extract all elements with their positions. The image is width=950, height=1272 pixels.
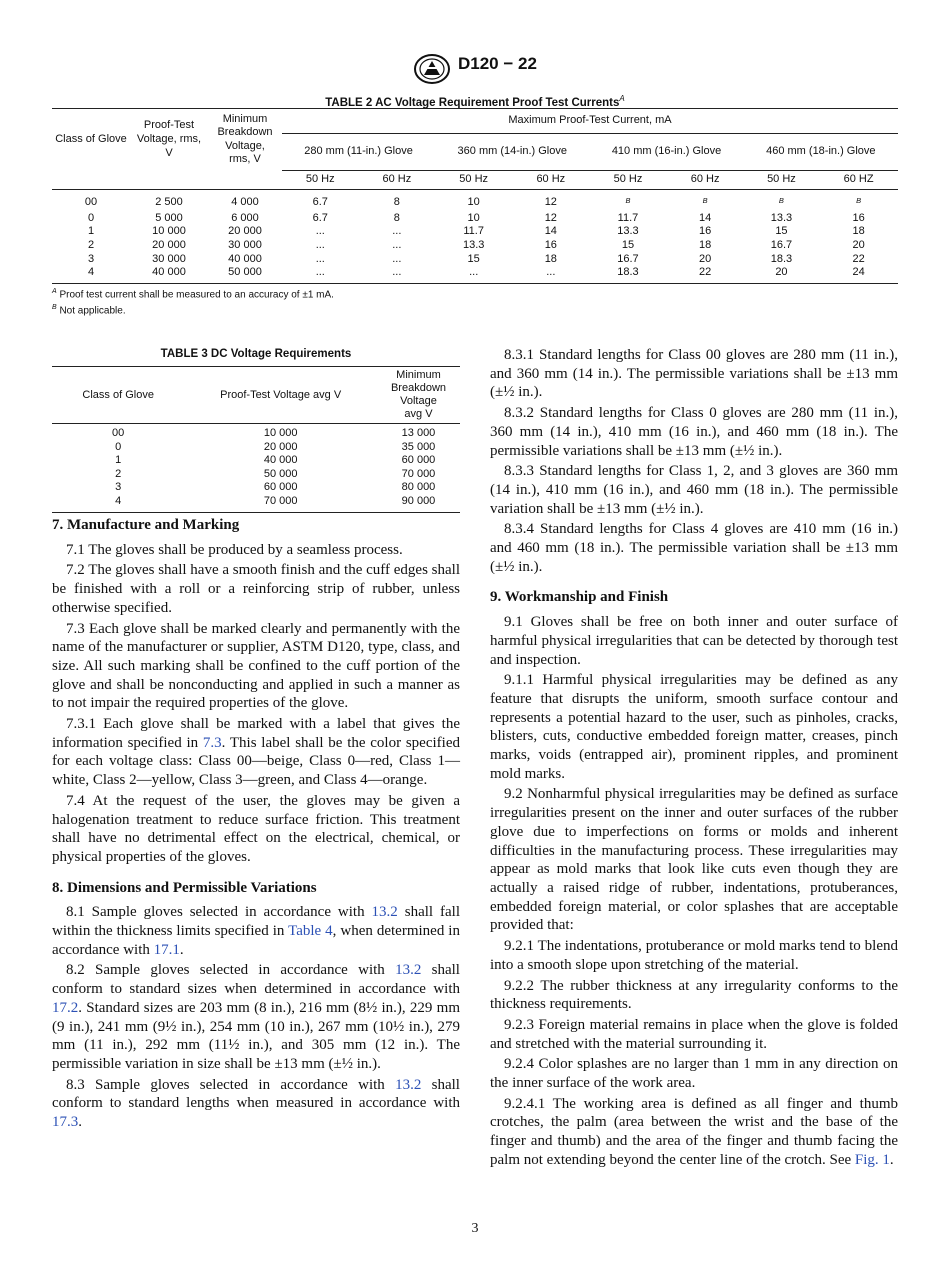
table-row [52,468,460,482]
para-8-3-3: 8.3.3 Standard lengths for Class 1, 2, and 3 gloves are 360 mm (14 in.), 410 mm (16 in.), and 460 mm (18 in.). The permissible variation shall be ±13 mm (±½ in.). [490,463,898,517]
table-cell: ... [435,266,512,283]
table-cell: 50 000 [263,467,298,480]
t2-freq: 50 Hz [282,171,359,190]
table-row [52,189,898,212]
table-cell: 90 000 [377,495,460,512]
table-cell: 20 [852,238,865,251]
table-cell: 13.3 [617,225,639,238]
table-cell: ... [282,266,359,283]
table2 [52,108,898,284]
t2-size-360: 360 mm (14-in.) Glove [435,134,589,171]
t2-freq: 50 Hz [589,171,666,190]
para-8-2: 8.2 Sample gloves selected in accordance with 13.2 shall conform to standard sizes when determined in accordance with 17.2. Standard sizes are 203 mm (8 in.), 216 mm (8½ in.), 229 mm (9 in.), 241 mm (9½ in.), 254 mm (10 in.), 267 mm (10½ in.), 279 mm (11 in.), 292 mm (11½ in.), and 305 mm (12 in.). The permissible variation in size shall be ±13 mm (±½ in.). [52,962,460,1072]
table-cell: 11.7 [617,211,639,224]
link-table-4[interactable]: Table 4 [288,923,333,940]
para-7-4: 7.4 At the request of the user, the gloves may be given a halogenation treatment to reduce surface friction. This treatment shall have no detrimental effect on the electrical, chemical, or physical properties of the gloves. [52,792,460,865]
t2-size-410: 410 mm (16-in.) Glove [589,134,743,171]
table-cell: 0 [87,211,95,224]
table-row [52,253,898,267]
table-cell: ... [315,252,325,265]
t2-freq: 60 Hz [667,171,744,190]
table-cell: 14 [544,225,557,238]
t2-size-280: 280 mm (11-in.) Glove [282,134,435,171]
table-cell: 18.3 [589,266,666,283]
document-id: D120 − 22 [458,54,537,73]
table-cell: 10 000 [263,427,298,439]
para-9-2: 9.2 Nonharmful physical irregularities may be defined as surface irregularities present on the inner and outer surfaces of the rubber glove due to imperfections on forms or molds and inherent difficulties in the manufacturing process. These irregularities may appear as mold marks that look like cuts even though they are actually a raised ridge of rubber, indentations, protuberances, embedded foreign material, or color splashes that are acceptable provided that: [490,786,898,934]
section-9-title: 9. Workmanship and Finish [490,589,669,606]
table-cell: 18 [698,238,712,251]
link-13-2[interactable]: 13.2 [395,962,422,979]
table-cell: 6.7 [312,195,328,208]
table-cell: 10 [467,195,480,208]
table-cell: 16.7 [770,238,793,251]
t2-header-minimum: Minimum Breakdown Voltage, rms, V [208,109,282,171]
table-row [52,225,898,239]
table-cell: B [778,195,784,205]
section-7-title: 7. Manufacture and Marking [52,517,240,533]
t3-header-class: Class of Glove [52,367,184,424]
table-cell: 60 000 [401,454,436,467]
table-cell: 20 [698,252,712,265]
astm-logo-icon [413,54,451,84]
table-cell: 15 [621,238,635,251]
table-cell: 00 [112,427,125,439]
table-cell: 30 000 [152,252,186,265]
t2-header-proof: Proof-Test Voltage, rms, V [130,109,208,171]
link-17-2[interactable]: 17.2 [52,999,79,1016]
t2-header-class: Class of Glove [52,109,130,171]
table-cell: 18 [544,252,557,265]
table-cell: 6 000 [231,211,259,224]
table2-caption: TABLE 2 AC Voltage Requirement Proof Test Currents$^A$ [325,94,625,109]
para-7-3: 7.3 Each glove shall be marked clearly and permanently with the name of the manufacturer or supplier, ASTM D120, type, class, and size. All such marking shall be confined to the cuff portion of the glove and shall be nonconducting and applied in such a manner as to not impair the required properties of the glove. [52,620,460,712]
para-7-3-1: 7.3.1 Each glove shall be marked with a label that gives the information specified in 7.3. This label shall be the color specified for each voltage class: Class 00—beige, Class 0—red, Class 1—white, Class 2—yellow, Class 3—green, and Class 4—orange. [52,716,460,789]
t2-freq: 60 Hz [512,171,589,190]
table-cell: 16 [544,238,557,251]
table-cell: 4 [52,495,184,512]
t2-freq: 50 Hz [435,171,512,190]
table-cell: 12 [544,195,557,208]
table-cell: 1 [115,454,122,467]
link-7-3[interactable]: 7.3 [202,734,222,751]
table-cell: 18.3 [770,252,793,265]
link-17-3[interactable]: 17.3 [52,1114,79,1131]
table-cell: 16.7 [617,252,639,265]
link-13-2[interactable]: 13.2 [395,1076,422,1093]
t3-header-minimum: Minimum Breakdown Voltage avg V [377,367,460,424]
table-row [52,454,460,468]
table-cell: B [702,195,708,205]
table-cell: 2 500 [155,195,183,208]
t2-freq: 60 HZ [819,171,898,190]
table-cell: 13.3 [462,238,485,251]
table-cell: 20 [744,266,820,283]
table-cell: 40 000 [130,266,208,283]
page-header [0,50,950,90]
table-cell: 8 [393,195,400,208]
table-cell: ... [392,252,402,265]
para-8-3-4: 8.3.4 Standard lengths for Class 4 gloves are 410 mm (16 in.) and 460 mm (18 in.). The permissible variation shall be ±13 mm (±½ in.). [490,521,898,575]
link-fig-1[interactable]: Fig. 1 [854,1151,890,1168]
table-cell: 2 [115,467,122,480]
table-cell: ... [392,238,402,251]
table-cell: 10 [467,211,480,224]
para-9-2-4: 9.2.4 Color splashes are no larger than 1 mm in any direction on the inner surface of the work area. [490,1056,898,1092]
table-cell: 20 000 [263,440,298,453]
page-number: 3 [471,1221,479,1236]
para-9-2-1: 9.2.1 The indentations, protuberance or mold marks tend to blend into a smooth slope upon stretching of the material. [490,938,898,973]
t2-freq: 50 Hz [744,171,820,190]
para-9-2-2: 9.2.2 The rubber thickness at any irregularity conforms to the thickness requirements. [490,977,898,1013]
para-8-3-2: 8.3.2 Standard lengths for Class 0 gloves are 280 mm (11 in.), 360 mm (14 in.), 410 mm (16 in.), and 460 mm (18 in.). The permissible variations shall be ±13 mm (±½ in.). [490,405,898,459]
table2-note-b: $^B$ Not applicable. [52,304,126,317]
table-cell: 4 000 [231,195,259,208]
para-8-3-1: 8.3.1 Standard lengths for Class 00 gloves are 280 mm (11 in.), and 360 mm (14 in.). The permissible variations shall be ±13 mm (±½ in.). [490,347,898,401]
table-cell: 16 [852,211,865,224]
table-cell: 3 [115,481,122,494]
table-cell: 15 [467,252,480,265]
table-cell: 80 000 [401,481,436,494]
table-cell: 6.7 [312,211,328,224]
table-cell: 13.3 [770,211,793,224]
table-cell: 22 [852,252,865,265]
right-column [490,346,898,1172]
table-cell: 50 000 [208,266,282,283]
para-7-2: 7.2 The gloves shall have a smooth finish and the cuff edges shall be finished with a roll or a reinforcing strip of rubber, unless otherwise specified. [52,562,460,616]
table-cell: ... [359,266,436,283]
table-cell: 70 000 [184,495,377,512]
table-cell: 35 000 [401,440,436,453]
table-cell: 12 [544,211,557,224]
table-cell: 60 000 [263,481,298,494]
table-row [52,424,460,441]
t2-freq: 60 Hz [359,171,436,190]
table2-note-a: $^A$ Proof test current shall be measured to an accuracy of ±1 mA. [52,288,334,301]
table-cell: 15 [775,225,788,238]
table-cell: B [625,195,631,205]
para-9-2-4-1: 9.2.4.1 The working area is defined as all finger and thumb crotches, the palm (area between the wrist and the base of the finger and thumb) and the area of the finger and thumb facing the palm not extending beyond the center line of the crotch. See Fig. 1. [490,1095,898,1168]
table-cell: 8 [393,211,400,224]
table-cell: ... [392,225,402,238]
table-row [52,212,898,226]
link-17-1[interactable]: 17.1 [153,941,180,958]
table-cell: 20 000 [152,238,186,251]
table2-notes [52,285,334,318]
para-8-3: 8.3 Sample gloves selected in accordance with 13.2 shall conform to standard lengths when measured in accordance with 17.3. [52,1076,460,1131]
table-cell: 18 [852,225,865,238]
table-cell: 14 [698,211,712,224]
table-cell: B [856,195,862,205]
table-cell: 13 000 [401,427,436,439]
table3-caption: TABLE 3 DC Voltage Requirements [160,348,352,360]
section-8-title: 8. Dimensions and Permissible Variations [52,879,317,896]
link-13-2[interactable]: 13.2 [371,904,398,921]
table-row [52,495,460,512]
table-cell: 3 [87,252,95,265]
table-cell: 24 [819,266,898,283]
table-row [52,266,898,283]
table-cell: ... [315,225,325,238]
table-row [52,239,898,253]
table-cell: 11.7 [463,225,484,238]
table-cell: ... [512,266,589,283]
table-cell: 22 [667,266,744,283]
table-row [52,441,460,455]
table3 [52,366,460,513]
left-column [52,516,460,1134]
para-8-1: 8.1 Sample gloves selected in accordance with 13.2 shall fall within the thickness limits specified in Table 4, when determined in accordance with 17.1. [52,904,460,958]
para-7-1: 7.1 The gloves shall be produced by a seamless process. [66,541,403,558]
table-cell: 10 000 [152,225,186,238]
table-cell: 2 [87,238,95,251]
t2-header-max-current: Maximum Proof-Test Current, mA [282,109,898,134]
table-cell: 40 000 [228,252,262,265]
table-cell: 0 [115,440,122,453]
para-9-1-1: 9.1.1 Harmful physical irregularities may be defined as any feature that disrupts the uniform, smooth surface contour and represents a potential hazard to the user, such as pinholes, cracks, blisters, cuts, conductive embedded foreign matter, creases, pinch marks, voids (entrapped air), prominent ripples, and prominent mold marks. [490,672,898,782]
table-cell: 20 000 [228,225,262,238]
table-cell: 00 [84,195,98,208]
table-cell: 40 000 [263,454,298,467]
table-row [52,481,460,495]
table-cell: 4 [52,266,130,283]
table-cell: 30 000 [228,238,262,251]
table-cell: 16 [698,225,712,238]
para-9-1: 9.1 Gloves shall be free on both inner and outer surface of harmful physical irregularities that can be detected by thorough test and inspection. [490,614,898,668]
table-cell: 1 [87,225,95,238]
table-cell: ... [315,238,325,251]
table-cell: 5 000 [155,211,183,224]
t3-header-proof: Proof-Test Voltage avg V [184,367,377,424]
t2-size-460: 460 mm (18-in.) Glove [744,134,898,171]
table-cell: 70 000 [401,467,436,480]
para-9-2-3: 9.2.3 Foreign material remains in place when the glove is folded and stretched with the material surrounding it. [490,1016,898,1052]
